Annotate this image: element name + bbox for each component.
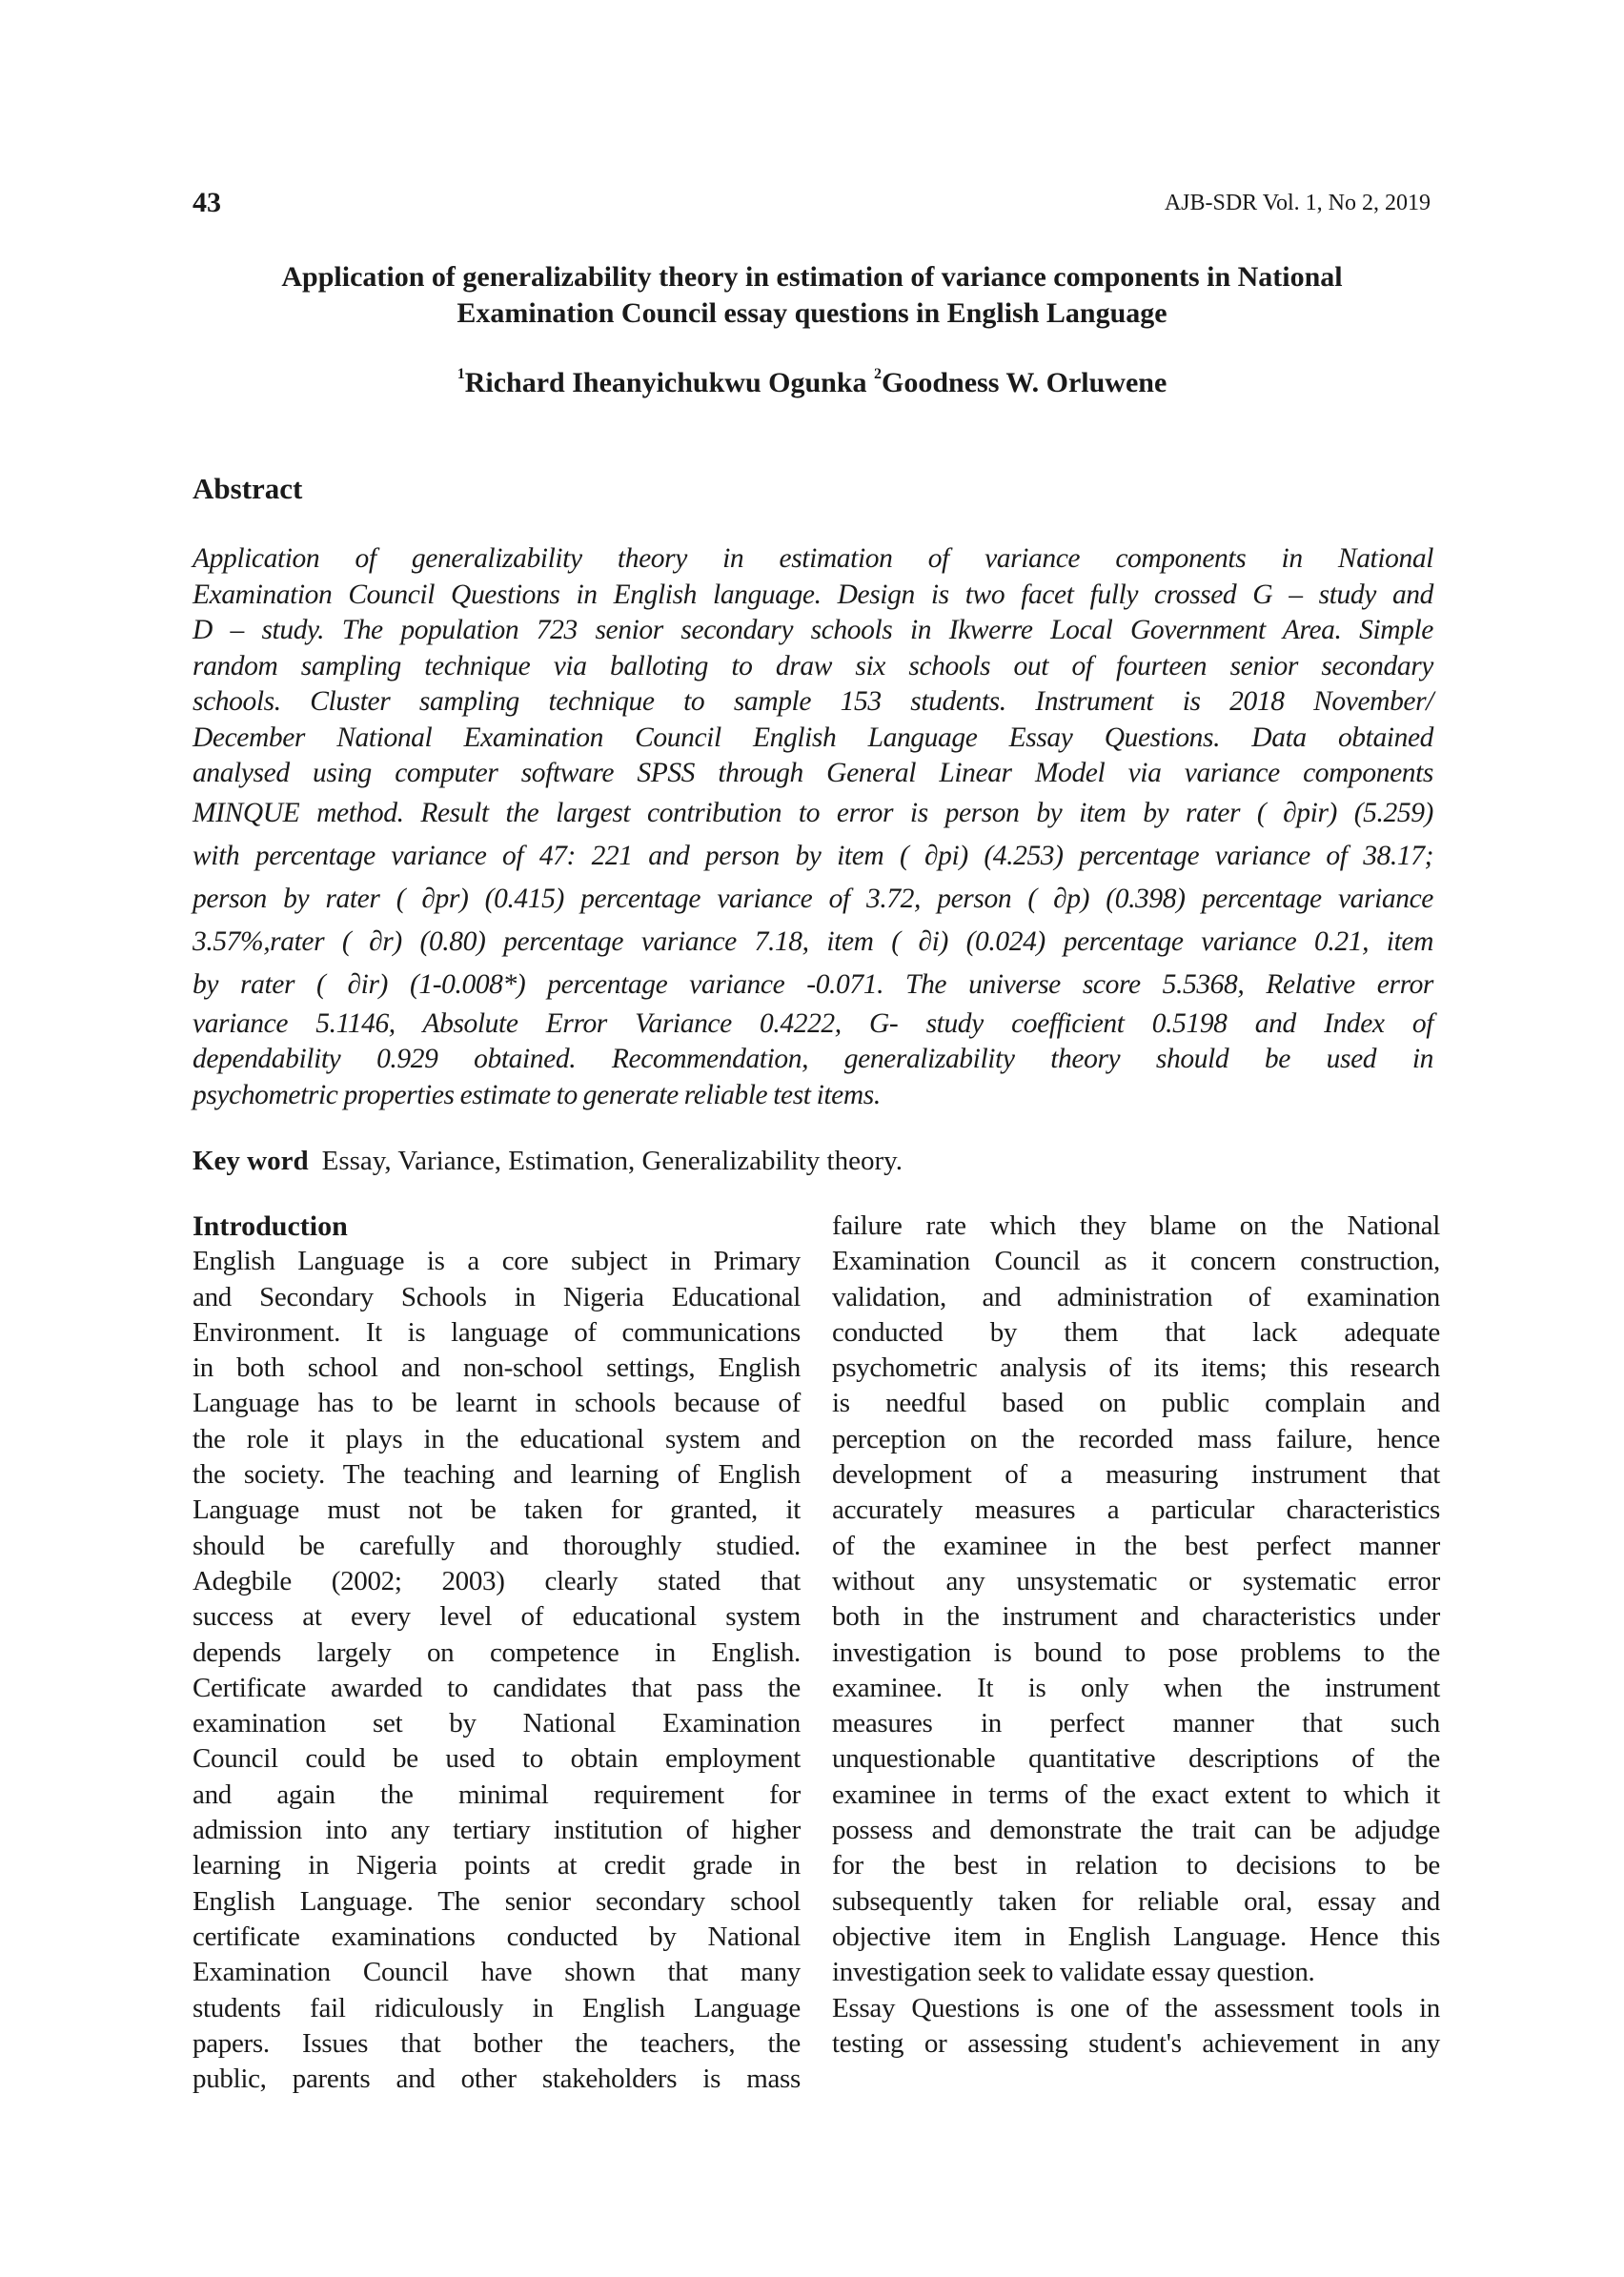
author-name: Richard Iheanyichukwu Ogunka <box>464 367 875 398</box>
page-number: 43 <box>193 187 221 218</box>
abstract-line: Application of generalizability theory in estimation of variance components in National <box>193 543 1433 574</box>
author-affiliation-mark: 2 <box>874 366 883 382</box>
keywords-label: Key word <box>193 1146 309 1176</box>
paragraph-line: success at every level of educational system <box>193 1601 801 1633</box>
paragraph-line: conducted by them that lack adequate <box>832 1316 1440 1348</box>
abstract-line: schools. Cluster sampling technique to sample 153 students. Instrument is 2018 November/ <box>193 686 1433 717</box>
abstract-line: 3.57%,rater ( ∂r) (0.80) percentage variance 7.18, item ( ∂i) (0.024) percentage variance 0.21, item <box>193 925 1433 957</box>
paragraph-line: Language has to be learnt in schools because of <box>193 1388 801 1419</box>
author-affiliation-mark: 1 <box>457 366 465 382</box>
paragraph-line: validation, and administration of examination <box>832 1281 1440 1312</box>
paragraph-line: Examination Council have shown that many <box>193 1957 801 1988</box>
abstract-body <box>193 541 1433 1113</box>
paragraph-line: English Language. The senior secondary school <box>193 1885 801 1917</box>
paragraph-line: papers. Issues that bother the teachers, the <box>193 2027 801 2059</box>
abstract-line: person by rater ( ∂pr) (0.415) percentage variance of 3.72, person ( ∂p) (0.398) percentage variance <box>193 883 1433 914</box>
paragraph-line: students fail ridiculously in English Language <box>193 1992 801 2023</box>
author-list <box>191 366 1433 399</box>
title-line: Application of generalizability theory in estimation of variance components in National <box>281 261 1343 293</box>
paragraph-line: examinee in terms of the exact extent to which it <box>832 1779 1440 1810</box>
paragraph-line: subsequently taken for reliable oral, essay and <box>832 1885 1440 1917</box>
introduction-heading: Introduction <box>193 1210 348 1242</box>
paragraph-line: testing or assessing student's achievement in any <box>832 2027 1440 2059</box>
paragraph-line: Language must not be taken for granted, it <box>193 1494 801 1526</box>
abstract-line: random sampling technique via balloting to draw six schools out of fourteen senior secondary <box>193 650 1433 681</box>
running-head: AJB-SDR Vol. 1, No 2, 2019 <box>1164 191 1431 215</box>
abstract-line: with percentage variance of 47: 221 and person by item ( ∂pi) (4.253) percentage variance of 38.17; <box>193 840 1433 871</box>
intro-left-column <box>193 1209 801 2097</box>
paragraph-line: Council could be used to obtain employment <box>193 1743 801 1775</box>
paragraph-line: examination set by National Examination <box>193 1708 801 1739</box>
paragraph-line: Examination Council as it concern construction, <box>832 1246 1440 1277</box>
keywords <box>193 1146 903 1177</box>
paragraph-line: Adegbile (2002; 2003) clearly stated that <box>193 1565 801 1596</box>
paragraph-line: Essay Questions is one of the assessment tools in <box>832 1992 1440 2023</box>
paragraph-line: certificate examinations conducted by National <box>193 1921 801 1952</box>
paragraph-line: and again the minimal requirement for <box>193 1779 801 1810</box>
paragraph-line: and Secondary Schools in Nigeria Educational <box>193 1281 801 1312</box>
paragraph-line: should be carefully and thoroughly studied. <box>193 1530 801 1561</box>
paragraph-line: failure rate which they blame on the National <box>832 1210 1440 1241</box>
paragraph-line: investigation is bound to pose problems to the <box>832 1637 1440 1668</box>
abstract-line: psychometric properties estimate to generate reliable test items. <box>193 1079 881 1110</box>
paragraph-line: public, parents and other stakeholders is mass <box>193 2064 801 2095</box>
paragraph-line: admission into any tertiary institution of higher <box>193 1815 801 1846</box>
paragraph-line: the role it plays in the educational system and <box>193 1423 801 1454</box>
paragraph-line: development of a measuring instrument that <box>832 1459 1440 1491</box>
paragraph-line: in both school and non-school settings, English <box>193 1352 801 1384</box>
paper-title <box>191 259 1433 332</box>
paragraph-line: measures in perfect manner that such <box>832 1708 1440 1739</box>
title-line: Examination Council essay questions in English Language <box>457 297 1167 329</box>
author-name: Goodness W. Orluwene <box>882 367 1167 398</box>
abstract-line: Examination Council Questions in English language. Design is two facet fully crossed G – study and <box>193 579 1433 610</box>
abstract-line: D – study. The population 723 senior secondary schools in Ikwerre Local Government Area. Simple <box>193 615 1433 645</box>
paragraph-line: Certificate awarded to candidates that pass the <box>193 1672 801 1703</box>
paragraph-line: for the best in relation to decisions to be <box>832 1850 1440 1881</box>
abstract-line: variance 5.1146, Absolute Error Variance 0.4222, G- study coefficient 0.5198 and Index of <box>193 1007 1433 1039</box>
paragraph-line: without any unsystematic or systematic error <box>832 1565 1440 1596</box>
intro-right-column <box>832 1209 1440 2062</box>
abstract-line: by rater ( ∂ir) (1-0.008*) percentage variance -0.071. The universe score 5.5368, Relative error <box>193 968 1433 1000</box>
paragraph-line: perception on the recorded mass failure, hence <box>832 1423 1440 1454</box>
paragraph-line: depends largely on competence in English. <box>193 1637 801 1668</box>
paragraph-line: is needful based on public complain and <box>832 1388 1440 1419</box>
abstract-heading: Abstract <box>193 472 303 505</box>
abstract-line: December National Examination Council English Language Essay Questions. Data obtained <box>193 722 1433 753</box>
abstract-line: analysed using computer software SPSS through General Linear Model via variance components <box>193 758 1433 788</box>
abstract-line: dependability 0.929 obtained. Recommendation, generalizability theory should be used in <box>193 1044 1433 1074</box>
abstract-line: MINQUE method. Result the largest contribution to error is person by item by rater ( ∂pir) (5.259) <box>193 797 1433 828</box>
paragraph-line: learning in Nigeria points at credit grade in <box>193 1850 801 1881</box>
keywords-text: Essay, Variance, Estimation, Generalizability theory. <box>321 1146 903 1176</box>
paragraph-line: possess and demonstrate the trait can be adjudge <box>832 1815 1440 1846</box>
paragraph-line: English Language is a core subject in Primary <box>193 1246 801 1277</box>
paragraph-line: the society. The teaching and learning of English <box>193 1459 801 1491</box>
paragraph-line: investigation seek to validate essay question. <box>832 1957 1315 1988</box>
paragraph-line: of the examinee in the best perfect manner <box>832 1530 1440 1561</box>
paragraph-line: psychometric analysis of its items; this research <box>832 1352 1440 1384</box>
paragraph-line: objective item in English Language. Hence this <box>832 1921 1440 1952</box>
paragraph-line: accurately measures a particular characteristics <box>832 1494 1440 1526</box>
paragraph-line: Environment. It is language of communications <box>193 1316 801 1348</box>
paragraph-line: unquestionable quantitative descriptions of the <box>832 1743 1440 1775</box>
paragraph-line: examinee. It is only when the instrument <box>832 1672 1440 1703</box>
paragraph-line: both in the instrument and characteristics under <box>832 1601 1440 1633</box>
